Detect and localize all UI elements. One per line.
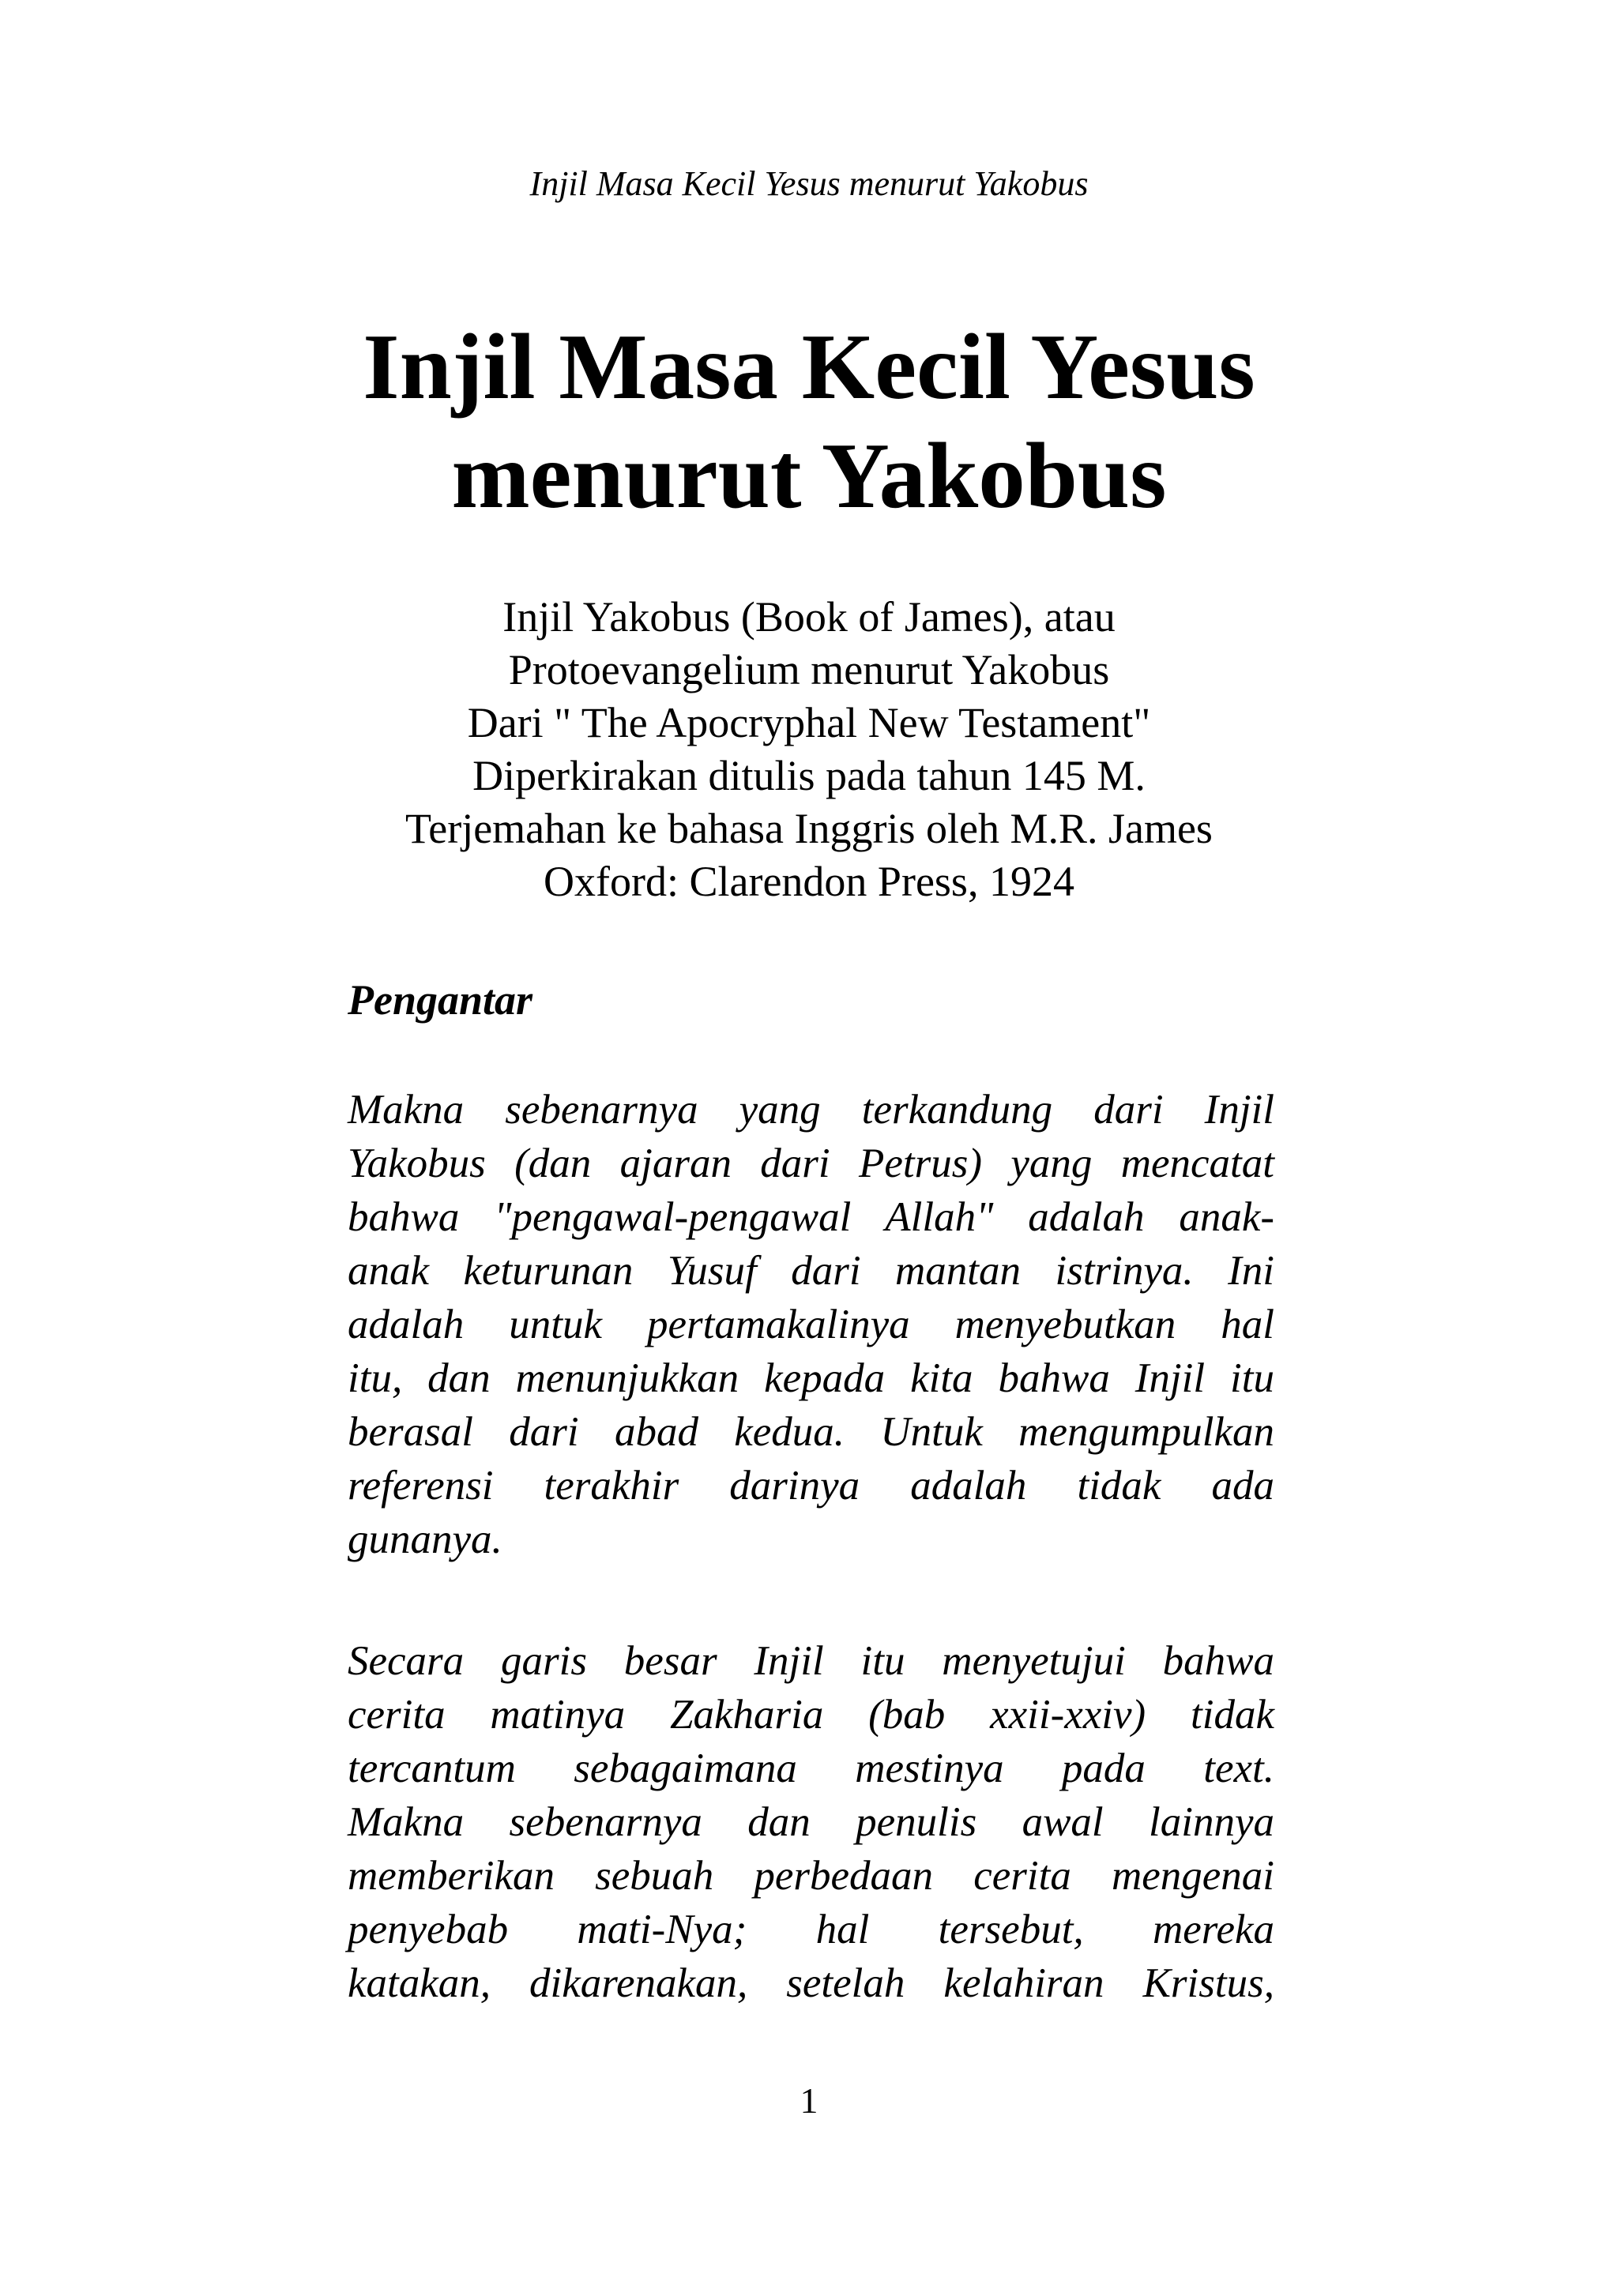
paragraph-line: tercantum sebagaimana mestinya pada text. [348, 1745, 1274, 1791]
source-info-line: Diperkirakan ditulis pada tahun 145 M. [472, 752, 1146, 799]
paragraph-line: katakan, dikarenakan, setelah kelahiran Kristus, [348, 1960, 1274, 2006]
title-line: Injil Masa Kecil Yesus [363, 314, 1255, 419]
paragraph-line: berasal dari abad kedua. Untuk mengumpulkan [348, 1409, 1274, 1455]
paragraph-second [348, 1634, 1274, 2010]
paragraph-intro [348, 1083, 1274, 1566]
paragraph-line: gunanya. [348, 1516, 502, 1562]
page-number: 1 [800, 2080, 818, 2121]
title-line: menurut Yakobus [451, 423, 1167, 528]
paragraph-line: Yakobus (dan ajaran dari Petrus) yang mencatat [348, 1140, 1274, 1186]
paragraph-line: adalah untuk pertamakalinya menyebutkan hal [348, 1302, 1274, 1347]
source-info-line: Dari " The Apocryphal New Testament" [467, 699, 1151, 746]
source-info-line: Oxford: Clarendon Press, 1924 [544, 858, 1074, 905]
paragraph-line: Makna sebenarnya dan penulis awal lainnya [348, 1799, 1274, 1845]
page-title [0, 312, 1618, 530]
paragraph-line: Makna sebenarnya yang terkandung dari Injil [348, 1087, 1274, 1133]
paragraph-line: referensi terakhir darinya adalah tidak ada [348, 1463, 1274, 1509]
paragraph-line: anak keturunan Yusuf dari mantan istrinya. Ini [348, 1248, 1274, 1294]
paragraph-line: penyebab mati-Nya; hal tersebut, mereka [348, 1907, 1274, 1952]
paragraph-line: Secara garis besar Injil itu menyetujui bahwa [348, 1638, 1274, 1684]
source-info-line: Terjemahan ke bahasa Inggris oleh M.R. James [405, 805, 1213, 852]
source-info-line: Protoevangelium menurut Yakobus [508, 646, 1110, 693]
paragraph-line: bahwa "pengawal-pengawal Allah" adalah anak- [348, 1194, 1274, 1240]
section-heading: Pengantar [348, 976, 533, 1024]
running-header: Injil Masa Kecil Yesus menurut Yakobus [529, 164, 1089, 203]
paragraph-line: itu, dan menunjukkan kepada kita bahwa Injil itu [348, 1355, 1274, 1401]
source-info [0, 591, 1618, 908]
paragraph-line: memberikan sebuah perbedaan cerita mengenai [348, 1853, 1274, 1899]
paragraph-line: cerita matinya Zakharia (bab xxii-xxiv) tidak [348, 1692, 1274, 1738]
source-info-line: Injil Yakobus (Book of James), atau [502, 593, 1116, 641]
